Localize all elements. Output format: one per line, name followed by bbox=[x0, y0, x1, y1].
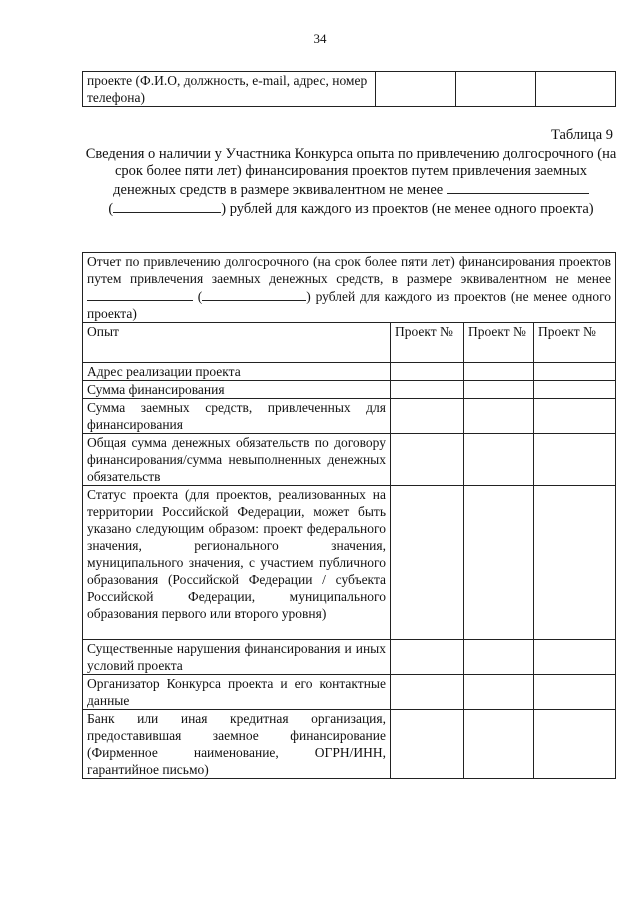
col-project-header: Проект № bbox=[391, 323, 464, 363]
empty-cell bbox=[391, 640, 464, 675]
col-project-header: Проект № bbox=[534, 323, 616, 363]
row-label: Организатор Конкурса проекта и его контактные данные bbox=[83, 675, 391, 710]
table-row bbox=[83, 363, 616, 381]
empty-cell bbox=[391, 381, 464, 399]
empty-cell bbox=[464, 486, 534, 640]
empty-cell bbox=[534, 675, 616, 710]
empty-cell bbox=[534, 640, 616, 675]
experience-table bbox=[82, 252, 616, 779]
col-experience-header: Опыт bbox=[83, 323, 391, 363]
empty-cell bbox=[534, 434, 616, 486]
empty-cell bbox=[391, 363, 464, 381]
row-label: Сумма заемных средств, привлеченных для финансирования bbox=[83, 399, 391, 434]
empty-cell bbox=[456, 72, 536, 107]
empty-cell bbox=[391, 675, 464, 710]
empty-cell bbox=[534, 399, 616, 434]
empty-cell bbox=[464, 434, 534, 486]
row-label: Адрес реализации проекта bbox=[83, 363, 391, 381]
empty-cell bbox=[464, 710, 534, 779]
empty-cell bbox=[464, 363, 534, 381]
table-row bbox=[83, 640, 616, 675]
heading-text-start: Сведения о наличии у Участника Конкурса опыта по привлечению долгосрочного (на срок более пяти лет) финансирования проектов путем привлечения заемных денежных средств в размере эквивалентном не менее bbox=[85, 146, 617, 198]
empty-cell bbox=[464, 640, 534, 675]
table-row bbox=[83, 399, 616, 434]
report-text-end: рублей для каждого из проектов (не менее одного проекта) bbox=[87, 289, 612, 321]
row-label: Статус проекта (для проектов, реализованных на территории Российской Федерации, может быть указано следующим образом: проект федерального значения, регионального значения, муниципального значения, с участием публичного образования (Российской Федерации / субъекта Российской Федерации, муниципального образования первого или второго уровня) bbox=[83, 486, 391, 640]
table-row bbox=[83, 72, 616, 107]
table-heading bbox=[82, 146, 620, 218]
empty-cell bbox=[536, 72, 616, 107]
empty-cell bbox=[464, 381, 534, 399]
empty-cell bbox=[464, 399, 534, 434]
table-row bbox=[83, 710, 616, 779]
report-header-cell bbox=[83, 253, 616, 323]
table-row bbox=[83, 486, 616, 640]
amount-blank bbox=[87, 287, 193, 301]
table-row bbox=[83, 323, 616, 363]
table-caption: Таблица 9 bbox=[550, 127, 613, 143]
report-text-start: Отчет по привлечению долгосрочного (на срок более пяти лет) финансирования проектов путем привлечения заемных денежных средств, в размере эквивалентном не менее bbox=[87, 254, 612, 286]
empty-cell bbox=[391, 399, 464, 434]
row-label: Банк или иная кредитная организация, предоставившая заемное финансирование (Фирменное наименование, ОГРН/ИНН, гарантийное письмо) bbox=[83, 710, 391, 779]
page-number: 34 bbox=[313, 31, 327, 46]
row-label: Общая сумма денежных обязательств по договору финансирования/сумма невыполненных денежных обязательств bbox=[83, 434, 391, 486]
amount-blank bbox=[447, 180, 589, 194]
table-row bbox=[83, 381, 616, 399]
empty-cell bbox=[534, 710, 616, 779]
table-row bbox=[83, 434, 616, 486]
empty-cell bbox=[534, 381, 616, 399]
amount-words-blank: ( ) bbox=[108, 201, 227, 217]
continued-table bbox=[82, 71, 616, 107]
table-row bbox=[83, 253, 616, 323]
heading-text-end: рублей для каждого из проектов (не менее одного проекта) bbox=[229, 201, 594, 217]
empty-cell bbox=[464, 675, 534, 710]
empty-cell bbox=[534, 363, 616, 381]
contact-cell: проекте (Ф.И.О, должность, e-mail, адрес, номер телефона) bbox=[83, 72, 376, 107]
empty-cell bbox=[391, 710, 464, 779]
col-project-header: Проект № bbox=[464, 323, 534, 363]
row-label: Существенные нарушения финансирования и иных условий проекта bbox=[83, 640, 391, 675]
empty-cell bbox=[391, 486, 464, 640]
row-label: Сумма финансирования bbox=[83, 381, 391, 399]
table-row bbox=[83, 675, 616, 710]
empty-cell bbox=[391, 434, 464, 486]
empty-cell bbox=[534, 486, 616, 640]
amount-words-blank: ( ) bbox=[197, 289, 311, 304]
empty-cell bbox=[376, 72, 456, 107]
